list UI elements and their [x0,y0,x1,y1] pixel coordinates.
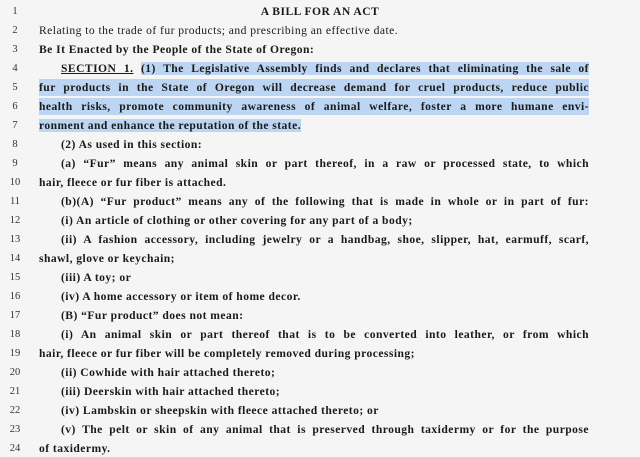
document-line [0,345,640,362]
document-line [0,155,640,172]
line-text: (iv) Lambskin or sheepskin with fleece attached thereto; or [61,404,379,417]
line-number: 2 [12,25,18,36]
line-text [61,60,589,77]
line-number: 1 [12,6,18,17]
line-number: 20 [9,367,21,378]
line-text: of taxidermy. [39,442,111,455]
document-line [0,136,640,153]
line-text: (B) “Fur product” does not mean: [61,309,244,322]
line-text [39,117,301,134]
document-line [0,79,640,96]
document-line [0,41,640,58]
document-line [0,326,640,343]
line-number: 4 [12,63,18,74]
highlighted-text[interactable]: health risks, promote community awareness of animal welfare, foster a more humane envi- [39,100,589,113]
document-line [0,22,640,39]
document-line [0,402,640,419]
line-number: 10 [9,177,21,188]
line-number: 5 [12,82,18,93]
line-number: 16 [9,291,21,302]
line-number: 9 [12,158,18,169]
line-number: 24 [9,443,21,454]
line-number: 3 [12,44,18,55]
line-number: 14 [9,253,21,264]
line-text: (i) An article of clothing or other covering for any part of a body; [61,214,413,227]
line-number: 7 [12,120,18,131]
document-line [0,117,640,134]
document-line [0,3,640,20]
document-line [0,440,640,457]
line-text: (b)(A) “Fur product” means any of the following that is made in whole or in part of fur: [61,195,589,208]
line-number: 19 [9,348,21,359]
line-number: 11 [9,196,21,207]
line-text: (iii) Deerskin with hair attached thereto; [61,385,281,398]
highlighted-text[interactable]: fur products in the State of Oregon will decrease demand for cruel products, reduce public [39,81,589,94]
document-line [0,231,640,248]
line-text: hair, fleece or fur fiber will be completely removed during processing; [39,347,415,360]
document-line [0,60,640,77]
line-number: 12 [9,215,21,226]
line-text: (iv) A home accessory or item of home decor. [61,290,301,303]
enacting-clause: Be It Enacted by the People of the State of Oregon: [39,43,315,56]
line-number: 13 [9,234,21,245]
document-line [0,383,640,400]
document-line [0,364,640,381]
document-line [0,269,640,286]
relating-clause: Relating to the trade of fur products; and prescribing an effective date. [39,24,399,37]
document-line [0,212,640,229]
line-text: (ii) Cowhide with hair attached thereto; [61,366,276,379]
section-heading: SECTION 1. [61,62,134,75]
document-line [0,250,640,267]
document-line [0,98,640,115]
highlighted-text[interactable]: (1) The Legislative Assembly finds and declares that eliminating the sale of [140,62,589,75]
line-text: (a) “Fur” means any animal skin or part thereof, in a raw or processed state, to which [61,157,589,170]
line-text: shawl, glove or keychain; [39,252,175,265]
line-text: (v) The pelt or skin of any animal that is preserved through taxidermy or for the purpose [61,423,589,436]
line-text: (2) As used in this section: [61,138,203,151]
line-text: (iii) A toy; or [61,271,132,284]
document-line [0,421,640,438]
line-number: 17 [9,310,21,321]
line-number: 15 [9,272,21,283]
bill-title: A BILL FOR AN ACT [260,5,380,18]
line-text: (ii) A fashion accessory, including jewelry or a handbag, shoe, slipper, hat, earmuff, scarf, [61,233,589,246]
line-number: 23 [9,424,21,435]
document-line [0,174,640,191]
document-line [0,288,640,305]
line-number: 6 [12,101,18,112]
document-line [0,307,640,324]
line-number: 18 [9,329,21,340]
line-number: 8 [12,139,18,150]
highlighted-text[interactable]: ronment and enhance the reputation of the state. [39,119,302,132]
document-line [0,193,640,210]
line-text: hair, fleece or fur fiber is attached. [39,176,227,189]
line-text: (i) An animal skin or part thereof that is to be converted into leather, or from which [61,328,589,341]
line-number: 21 [9,386,21,397]
line-number: 22 [9,405,21,416]
